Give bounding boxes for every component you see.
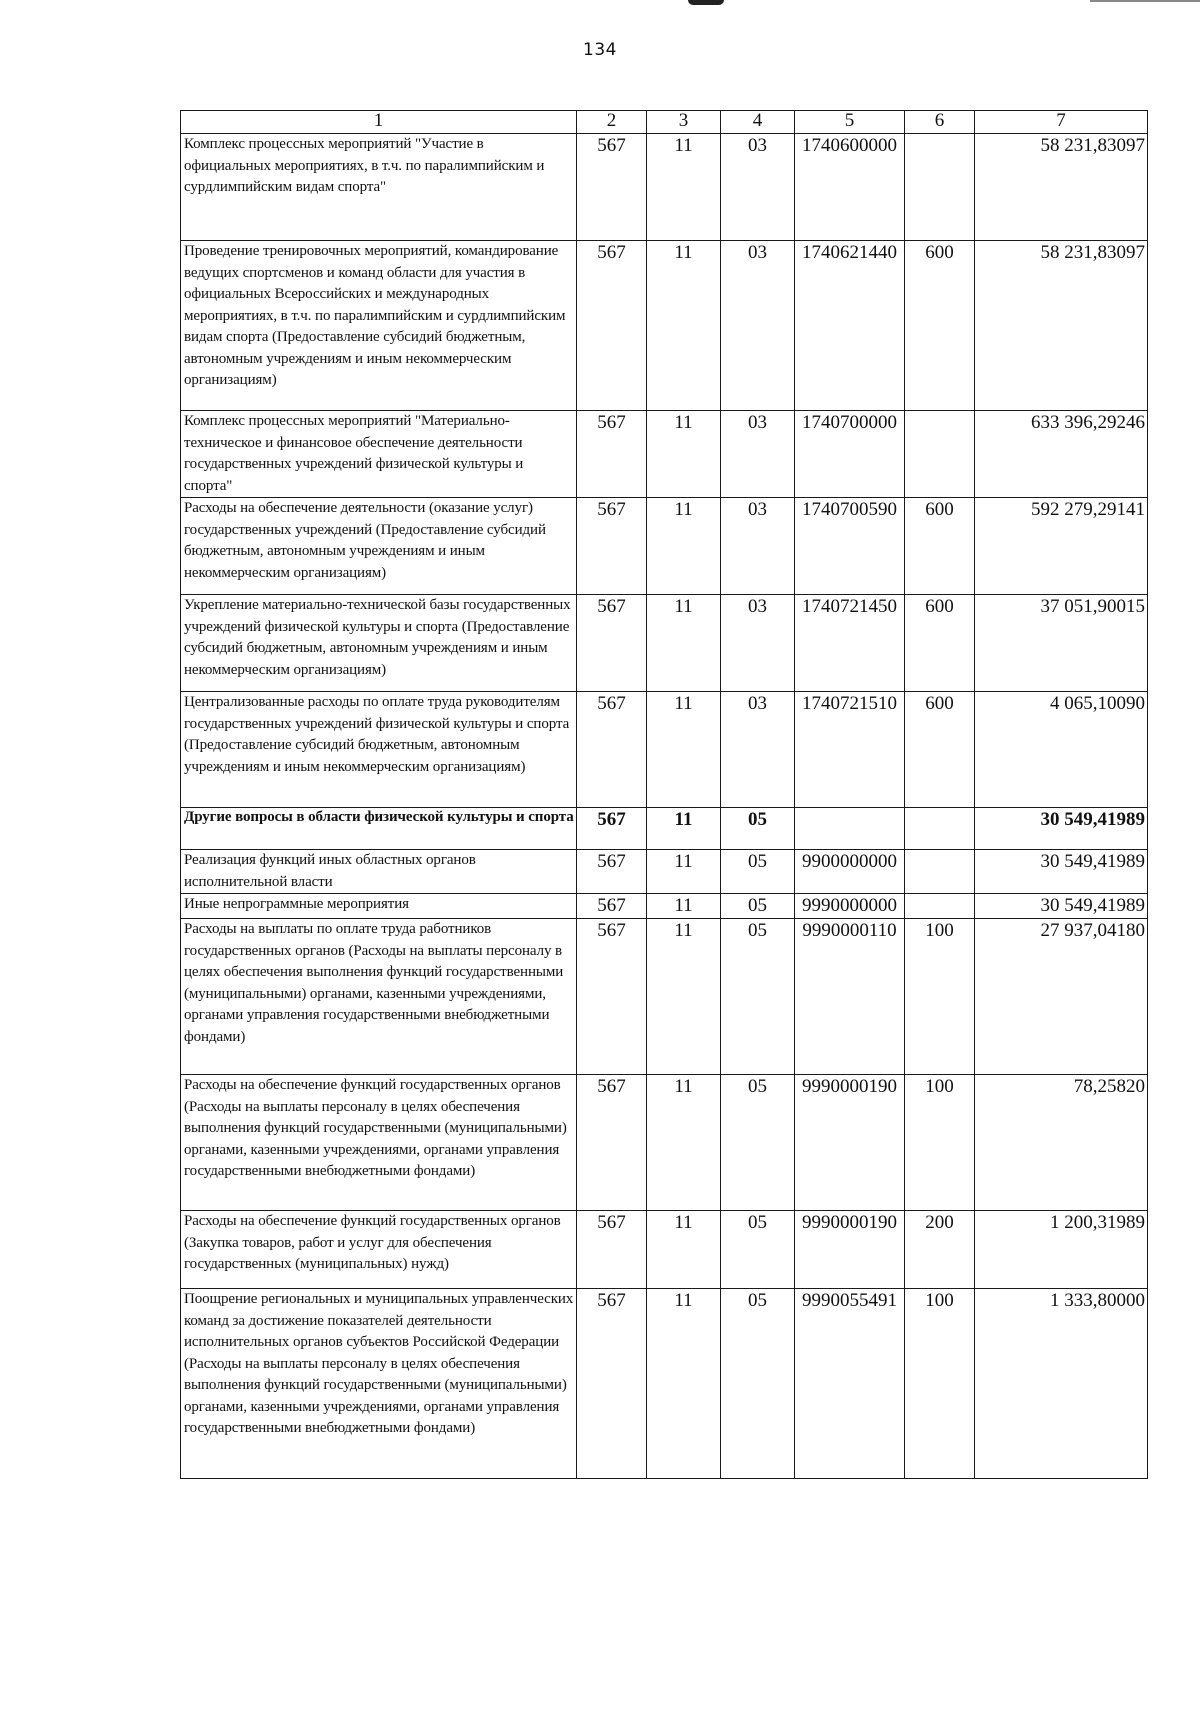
cell-amount: 30 549,41989 — [975, 850, 1148, 894]
table-row — [181, 919, 1148, 1075]
cell-expense-type: 600 — [905, 498, 975, 595]
cell-admin-code: 567 — [577, 595, 647, 692]
header-cell-1: 1 — [181, 111, 577, 134]
cell-admin-code: 567 — [577, 1075, 647, 1211]
cell-target-article — [795, 808, 905, 850]
cell-expense-type: 600 — [905, 241, 975, 411]
scan-edge-line — [1090, 0, 1200, 2]
cell-expense-type — [905, 134, 975, 241]
cell-subsection: 05 — [721, 1289, 795, 1479]
header-cell-2: 2 — [577, 111, 647, 134]
cell-subsection: 05 — [721, 894, 795, 919]
cell-description: Расходы на обеспечение функций государственных органов (Расходы на выплаты персоналу в целях обеспечения выполнения функций государственными (муниципальными) органами, казенными учреждениями, органами управления государственными внебюджетными фондами) — [181, 1075, 577, 1211]
cell-expense-type: 600 — [905, 692, 975, 808]
cell-description: Иные непрограммные мероприятия — [181, 894, 577, 919]
cell-description: Комплекс процессных мероприятий "Участие в официальных мероприятиях, в т.ч. по паралимпийским и сурдлимпийским видам спорта" — [181, 134, 577, 241]
cell-section: 11 — [647, 894, 721, 919]
cell-amount: 633 396,29246 — [975, 411, 1148, 498]
cell-target-article: 1740700590 — [795, 498, 905, 595]
cell-expense-type — [905, 850, 975, 894]
cell-target-article: 1740621440 — [795, 241, 905, 411]
cell-target-article: 1740721450 — [795, 595, 905, 692]
cell-amount: 4 065,10090 — [975, 692, 1148, 808]
cell-expense-type — [905, 808, 975, 850]
cell-description: Расходы на выплаты по оплате труда работников государственных органов (Расходы на выплаты персоналу в целях обеспечения выполнения функций государственными (муниципальными) органами, казенными учреждениями, органами управления государственными внебюджетными фондами) — [181, 919, 577, 1075]
cell-amount: 30 549,41989 — [975, 894, 1148, 919]
cell-amount: 37 051,90015 — [975, 595, 1148, 692]
scan-artifact — [688, 0, 724, 5]
cell-amount: 27 937,04180 — [975, 919, 1148, 1075]
cell-amount: 1 333,80000 — [975, 1289, 1148, 1479]
cell-amount: 1 200,31989 — [975, 1211, 1148, 1289]
cell-amount: 58 231,83097 — [975, 241, 1148, 411]
cell-admin-code: 567 — [577, 498, 647, 595]
cell-expense-type: 100 — [905, 1075, 975, 1211]
cell-description: Централизованные расходы по оплате труда руководителям государственных учреждений физической культуры и спорта (Предоставление субсидий бюджетным, автономным учреждениям и иным некоммерческим организациям) — [181, 692, 577, 808]
header-cell-7: 7 — [975, 111, 1148, 134]
table-row — [181, 1075, 1148, 1211]
cell-admin-code: 567 — [577, 134, 647, 241]
cell-amount: 78,25820 — [975, 1075, 1148, 1211]
cell-target-article: 1740600000 — [795, 134, 905, 241]
cell-description: Расходы на обеспечение функций государственных органов (Закупка товаров, работ и услуг для обеспечения государственных (муниципальных) нужд) — [181, 1211, 577, 1289]
cell-subsection: 03 — [721, 134, 795, 241]
cell-expense-type: 200 — [905, 1211, 975, 1289]
cell-subsection: 03 — [721, 411, 795, 498]
cell-admin-code: 567 — [577, 692, 647, 808]
cell-target-article: 9990055491 — [795, 1289, 905, 1479]
table-row — [181, 850, 1148, 894]
header-cell-3: 3 — [647, 111, 721, 134]
cell-section: 11 — [647, 134, 721, 241]
budget-table — [180, 110, 1148, 1479]
cell-target-article: 9990000190 — [795, 1075, 905, 1211]
cell-section: 11 — [647, 1075, 721, 1211]
cell-description: Комплекс процессных мероприятий "Материально-техническое и финансовое обеспечение деятельности государственных учреждений физической культуры и спорта" — [181, 411, 577, 498]
cell-amount: 58 231,83097 — [975, 134, 1148, 241]
cell-description: Поощрение региональных и муниципальных управленческих команд за достижение показателей деятельности исполнительных органов субъектов Российской Федерации (Расходы на выплаты персоналу в целях обеспечения выполнения функций государственными (муниципальными) органами, казенными учреждениями, органами управления государственными внебюджетными фондами) — [181, 1289, 577, 1479]
cell-description: Проведение тренировочных мероприятий, командирование ведущих спортсменов и команд области для участия в официальных Всероссийских и международных мероприятиях, в т.ч. по паралимпийским и сурдлимпийским видам спорта (Предоставление субсидий бюджетным, автономным учреждениям и иным некоммерческим организациям) — [181, 241, 577, 411]
cell-admin-code: 567 — [577, 850, 647, 894]
table-row — [181, 1289, 1148, 1479]
cell-subsection: 03 — [721, 498, 795, 595]
cell-target-article: 1740721510 — [795, 692, 905, 808]
cell-section: 11 — [647, 919, 721, 1075]
cell-subsection: 03 — [721, 692, 795, 808]
cell-target-article: 9900000000 — [795, 850, 905, 894]
cell-expense-type: 600 — [905, 595, 975, 692]
cell-section: 11 — [647, 241, 721, 411]
cell-admin-code: 567 — [577, 808, 647, 850]
cell-section: 11 — [647, 595, 721, 692]
table-header-row — [181, 111, 1148, 134]
cell-target-article: 9990000190 — [795, 1211, 905, 1289]
header-cell-5: 5 — [795, 111, 905, 134]
table-row — [181, 894, 1148, 919]
table-row — [181, 1211, 1148, 1289]
cell-subsection: 03 — [721, 595, 795, 692]
header-cell-4: 4 — [721, 111, 795, 134]
cell-amount: 592 279,29141 — [975, 498, 1148, 595]
page-number: 134 — [583, 40, 617, 60]
cell-admin-code: 567 — [577, 894, 647, 919]
table-row — [181, 134, 1148, 241]
cell-section: 11 — [647, 692, 721, 808]
cell-admin-code: 567 — [577, 1211, 647, 1289]
cell-subsection: 03 — [721, 241, 795, 411]
cell-section: 11 — [647, 411, 721, 498]
cell-section: 11 — [647, 1211, 721, 1289]
table-row — [181, 498, 1148, 595]
cell-subsection: 05 — [721, 1075, 795, 1211]
cell-section: 11 — [647, 850, 721, 894]
cell-description: Укрепление материально-технической базы государственных учреждений физической культуры и спорта (Предоставление субсидий бюджетным, автономным учреждениям и иным некоммерческим организациям) — [181, 595, 577, 692]
cell-section: 11 — [647, 498, 721, 595]
header-cell-6: 6 — [905, 111, 975, 134]
cell-description: Другие вопросы в области физической культуры и спорта — [181, 808, 577, 850]
cell-expense-type: 100 — [905, 1289, 975, 1479]
cell-expense-type — [905, 411, 975, 498]
table-row — [181, 692, 1148, 808]
cell-admin-code: 567 — [577, 919, 647, 1075]
cell-expense-type — [905, 894, 975, 919]
cell-description: Реализация функций иных областных органов исполнительной власти — [181, 850, 577, 894]
table-row — [181, 808, 1148, 850]
cell-section: 11 — [647, 808, 721, 850]
cell-expense-type: 100 — [905, 919, 975, 1075]
cell-subsection: 05 — [721, 1211, 795, 1289]
table-row — [181, 241, 1148, 411]
cell-subsection: 05 — [721, 850, 795, 894]
cell-admin-code: 567 — [577, 1289, 647, 1479]
cell-admin-code: 567 — [577, 411, 647, 498]
cell-section: 11 — [647, 1289, 721, 1479]
cell-target-article: 1740700000 — [795, 411, 905, 498]
cell-subsection: 05 — [721, 919, 795, 1075]
cell-target-article: 9990000110 — [795, 919, 905, 1075]
cell-target-article: 9990000000 — [795, 894, 905, 919]
cell-amount: 30 549,41989 — [975, 808, 1148, 850]
cell-description: Расходы на обеспечение деятельности (оказание услуг) государственных учреждений (Предоставление субсидий бюджетным, автономным учреждениям и иным некоммерческим организациям) — [181, 498, 577, 595]
cell-admin-code: 567 — [577, 241, 647, 411]
table-row — [181, 411, 1148, 498]
cell-subsection: 05 — [721, 808, 795, 850]
table-row — [181, 595, 1148, 692]
